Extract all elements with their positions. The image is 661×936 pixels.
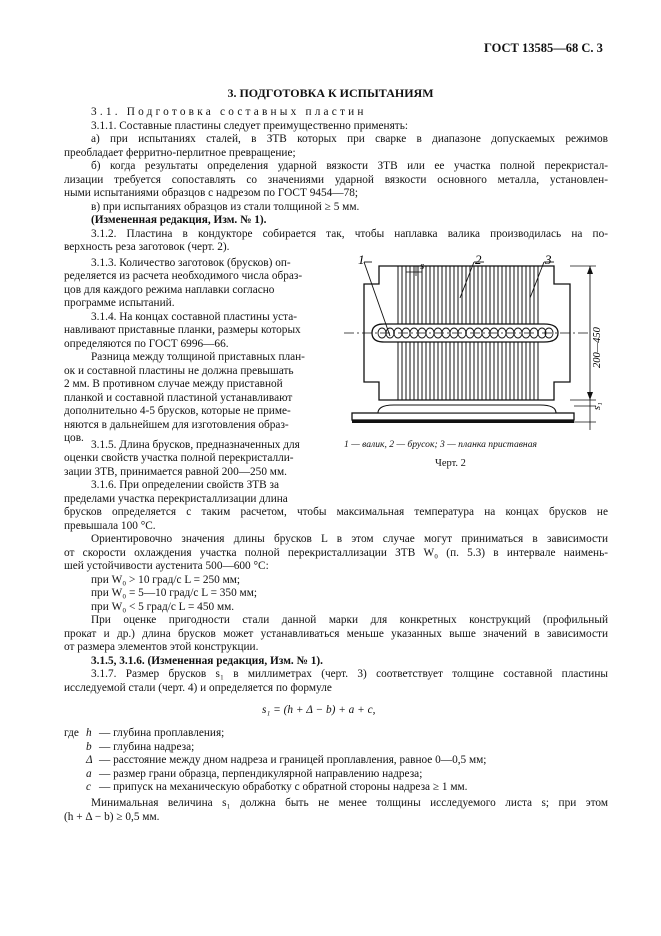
text-line: 3.1.3. Количество заготовок (брусков) оп-	[91, 257, 291, 269]
def-text: — глубина проплавления;	[99, 727, 225, 739]
label-1: 1	[358, 254, 365, 267]
label-3: 3	[545, 254, 552, 267]
label-2: 2	[475, 254, 482, 267]
text-line: лизации требуется сопоставлять со значениями ударной вязкости основного металла, установлен-	[64, 174, 608, 186]
text-line: прокат и др.) длина брусков может устанавливаться меньше указанных выше значений в зависимости	[64, 628, 608, 640]
text-line: шей устойчивости аустенита 500—600 °С:	[64, 560, 269, 572]
text-line: Минимальная величина s₁ должна быть не менее толщины исследуемого листа s; при этом	[91, 797, 608, 809]
text-line: определяются по ГОСТ 6996—66.	[64, 338, 229, 350]
text-line: Ориентировочно значения длины брусков L в этом случае могут приниматься в зависимости	[91, 533, 608, 545]
text-line: планкой и составной пластиной устанавливают	[64, 392, 293, 404]
text-line: зации ЗТВ, принимается равной 200—250 мм.	[64, 466, 287, 478]
text-line: ок и составной пластины не должна превышать	[64, 365, 294, 377]
section-title: 3. ПОДГОТОВКА К ИСПЫТАНИЯМ	[227, 86, 434, 100]
text-line: оценки свойств участка полной перекристалли-	[64, 452, 294, 464]
text-line: 3.1.1. Составные пластины следует преимущественно применять:	[91, 120, 409, 132]
def-symbol: a	[86, 768, 92, 780]
text-line: в) при испытаниях образцов из стали толщиной ≥ 5 мм.	[91, 201, 360, 213]
text-line: 3.1.7. Размер брусков s₁ в миллиметрах (черт. 3) соответствует толщине составной пластины	[91, 668, 608, 680]
text-line: при W₀ = 5—10 град/с L = 350 мм;	[91, 587, 257, 599]
page-header: ГОСТ 13585—68 С. 3	[484, 41, 603, 55]
text-line: преобладает ферритно-перлитное превращение;	[64, 147, 296, 159]
text-line: няются в дальнейшем для изготовления образ-	[64, 419, 289, 431]
formula: s₁ = (h + Δ − b) + a + c,	[262, 704, 376, 716]
label-s1: s₁	[592, 402, 603, 410]
text-line: цов для каждого режима наплавки согласно	[64, 284, 275, 296]
text-line: исследуемой стали (черт. 4) и определяется по формуле	[64, 682, 332, 694]
text-line: брусков определяется с таким расчетом, чтобы максимальная температура на концах брусков не	[64, 506, 608, 518]
text-line: б) когда результаты определения ударной вязкости ЗТВ или ее участка полной перекристал-	[91, 160, 608, 172]
def-text: — глубина надреза;	[99, 741, 195, 753]
text-line: 3.1.4. На концах составной пластины уста-	[91, 311, 297, 323]
text-line: программе испытаний.	[64, 297, 175, 309]
def-symbol: b	[86, 741, 92, 753]
subsection-heading: 3.1. Подготовка составных пластин	[91, 106, 367, 118]
text-line: ределяется из расчета необходимого числа образ-	[64, 270, 303, 282]
text-line: от размера элементов этой конструкции.	[64, 641, 259, 653]
text-line: 3.1.2. Пластина в кондукторе собирается так, чтобы наплавка валика производилась на по-	[91, 228, 608, 240]
text-line: При оценке пригодности стали данной марки для конкретных конструкций (профильный	[91, 614, 608, 626]
text-line: ными испытаниями образцов с надрезом по ГОСТ 9454—78;	[64, 187, 359, 199]
def-symbol: h	[86, 727, 92, 739]
text-line: навливают приставные планки, размеры которых	[64, 324, 301, 336]
text-line: (h + Δ − b) ≥ 0,5 мм.	[64, 811, 160, 823]
text-line: дополнительно 4-5 брусков, которые не приме-	[64, 405, 291, 417]
def-symbol: Δ	[86, 754, 93, 766]
text-line: от скорости охлаждения участка полной перекристаллизации ЗТВ W₀ (п. 5.3) в интервале наимень-	[64, 547, 608, 559]
figure-caption: 1 — валик, 2 — брусок; 3 — планка приставная	[344, 439, 537, 450]
plate-side-view	[352, 405, 574, 423]
text-line: 2 мм. В противном случае между приставной	[64, 378, 283, 390]
text-line: превышала 100 °С.	[64, 520, 156, 532]
def-text: — размер грани образца, перпендикулярной направлению надреза;	[99, 768, 423, 780]
def-text: — расстояние между дном надреза и границей проплавления, равное 0—0,5 мм;	[99, 754, 487, 766]
text-line: 3.1.6. При определении свойств ЗТВ за	[91, 479, 279, 491]
text-line: Разница между толщиной приставных план-	[91, 351, 305, 363]
text-line: а) при испытаниях сталей, в ЗТВ которых при сварке в диапазоне допускаемых режимов	[91, 133, 608, 145]
figure-title: Черт. 2	[435, 458, 466, 469]
text-line: при W₀ < 5 град/с L = 450 мм.	[91, 601, 235, 613]
label-dim: 200—450	[592, 327, 603, 368]
text-line: пределами участка перекристаллизации длина	[64, 493, 288, 505]
amendment-note: 3.1.5, 3.1.6. (Измененная редакция, Изм. № 1).	[91, 655, 323, 667]
def-symbol: c	[86, 781, 92, 793]
text-line: 3.1.5. Длина брусков, предназначенных для	[91, 439, 300, 451]
leader-3	[530, 262, 544, 298]
text-line: при W₀ > 10 град/с L = 250 мм;	[91, 574, 241, 586]
text-line: верхность реза заготовок (черт. 2).	[64, 241, 230, 253]
where-word: где	[64, 727, 79, 739]
amendment-note: (Измененная редакция, Изм. № 1).	[91, 214, 267, 226]
def-text: — припуск на механическую обработку с обратной стороны надреза ≥ 1 мм.	[99, 781, 468, 793]
label-s: s	[420, 260, 425, 272]
text-line: цов.	[64, 432, 84, 444]
